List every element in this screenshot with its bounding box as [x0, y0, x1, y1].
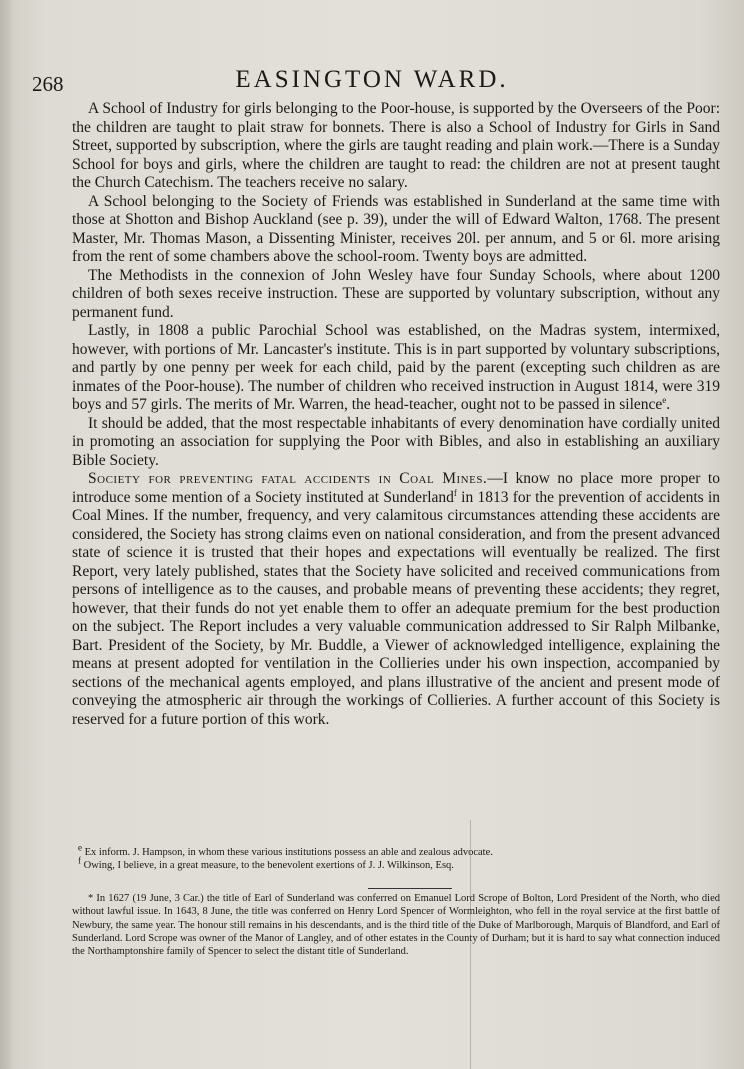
footnote-ref-f: f [453, 487, 457, 498]
section-heading-coal-mines: Society for preventing fatal accidents in Coal Mines. [88, 470, 488, 487]
footnote-e-text: Ex inform. J. Hampson, in whom these various institutions possess an able and zealous advocate. [82, 847, 493, 858]
body-text [72, 100, 720, 729]
paragraph-parochial-school [72, 322, 720, 415]
paragraph-parochial-school-text: Lastly, in 1808 a public Parochial School was established, on the Madras system, intermixed, however, with portions of Mr. Lancaster's institute. This is in part supported by voluntary subscriptions, and partly by one penny per week for each child, paid by the parent (excepting such children as are inmates of the Poor-house). The number of children who received instruction in August 1814, were 319 boys and 57 girls. The merits of Mr. Warren, the head-teacher, ought not to be passed in silence [72, 322, 720, 413]
paragraph-coal-mines-society [72, 470, 720, 729]
paragraph-coal-mines-text-a: —I know no place more proper to introduce some mention of a Society instituted at Sunderland [72, 470, 720, 506]
footnote-f-text: Owing, I believe, in a great measure, to the benevolent exertions of J. J. Wilkinson, Esq. [81, 860, 454, 871]
footnote-mark-e: e [78, 842, 82, 853]
earl-of-sunderland-note [72, 892, 720, 958]
running-title: EASINGTON WARD. [235, 66, 509, 93]
paragraph-school-of-industry: A School of Industry for girls belonging to the Poor-house, is supported by the Overseers of the Poor: the children are taught to plait straw for bonnets. There is also a School of Industry for Girls in Sand Street, supported by subscription, where the girls are taught reading and plain work.—There is a Sunday School for boys and girls, where the children are taught to read: the children are not at present taught the Church Catechism. The teachers receive no salary. [72, 100, 720, 191]
footnote-ref-e: e [662, 394, 667, 405]
page-header [32, 66, 712, 100]
page-number: 268 [32, 72, 64, 96]
footnote-divider [368, 888, 452, 889]
paragraph-society-of-friends: A School belonging to the Society of Friends was established in Sunderland at the same time with those at Shotton and Bishop Auckland (see p. 39), under the will of Edward Walton, 1768. The present Master, Mr. Thomas Mason, a Dissenting Minister, receives 20l. per annum, and 5 or 6l. more arising from the rent of some chambers above the school-room. Twenty boys are admitted. [72, 192, 720, 265]
footnote-e [78, 842, 718, 859]
paragraph-coal-mines-text-b: in 1813 for the prevention of accidents in Coal Mines. If the number, frequency, and very calamitous circumstances attending these accidents are considered, the Society has strong claims even on national consideration, and from the present advanced state of science it is trusted that their hopes and expectations will eventually be realized. The first Report, very lately published, states that the Society have solicited and received communications from persons of intelligence as to the causes, and probable means of preventing these accidents; they regret, however, that their funds do not yet enable them to offer an adequate premium for the best production on the subject. The Report includes a very valuable communication addressed to Sir Ralph Milbanke, Bart. President of the Society, by Mr. Buddle, a Viewer of acknowledged intelligence, explaining the means at present adopted for ventilation in the Collieries under his own inspection, accompanied by sections of the mechanical agents employed, and plans illustrative of the ancient and present mode of conveying the atmospheric air through the workings of Collieries. A further account of this Society is reserved for a future portion of this work. [72, 488, 721, 728]
page-crease [470, 820, 471, 1069]
paragraph-end-punct: . [666, 396, 671, 413]
footnote-f [78, 855, 718, 872]
page-gutter-shadow [0, 0, 14, 1069]
earl-of-sunderland-note-text: * In 1627 (19 June, 3 Car.) the title of Earl of Sunderland was conferred on Emanuel Lord Scrope of Bolton, Lord President of the North, who died without lawful issue. In 1643, 8 June, the title was conferred on Henry Lord Spencer of Wormleighton, who fell in the royal service at the first battle of Newbury, the same year. The honour still remains in his descendants, and is the third title of the Duke of Marlborough, Marquis of Blandford, and Earl of Sunderland. Lord Scrope was owner of the Manor of Langley, and of other estates in the County of Durham; but it is hard to say what connection induced the Northamptonshire family of Spencer to select the distant title of Sunderland. [72, 893, 720, 958]
paragraph-methodists: The Methodists in the connexion of John Wesley have four Sunday Schools, where about 1200 children of both sexes receive instruction. These are supported by voluntary subscription, without any permanent fund. [72, 266, 720, 321]
footnote-mark-f: f [78, 855, 81, 866]
footnotes [78, 842, 718, 872]
paragraph-bible-society: It should be added, that the most respectable inhabitants of every denomination have cordially united in promoting an association for supplying the Poor with Bibles, and also in establishing an auxiliary Bible Society. [72, 414, 720, 469]
